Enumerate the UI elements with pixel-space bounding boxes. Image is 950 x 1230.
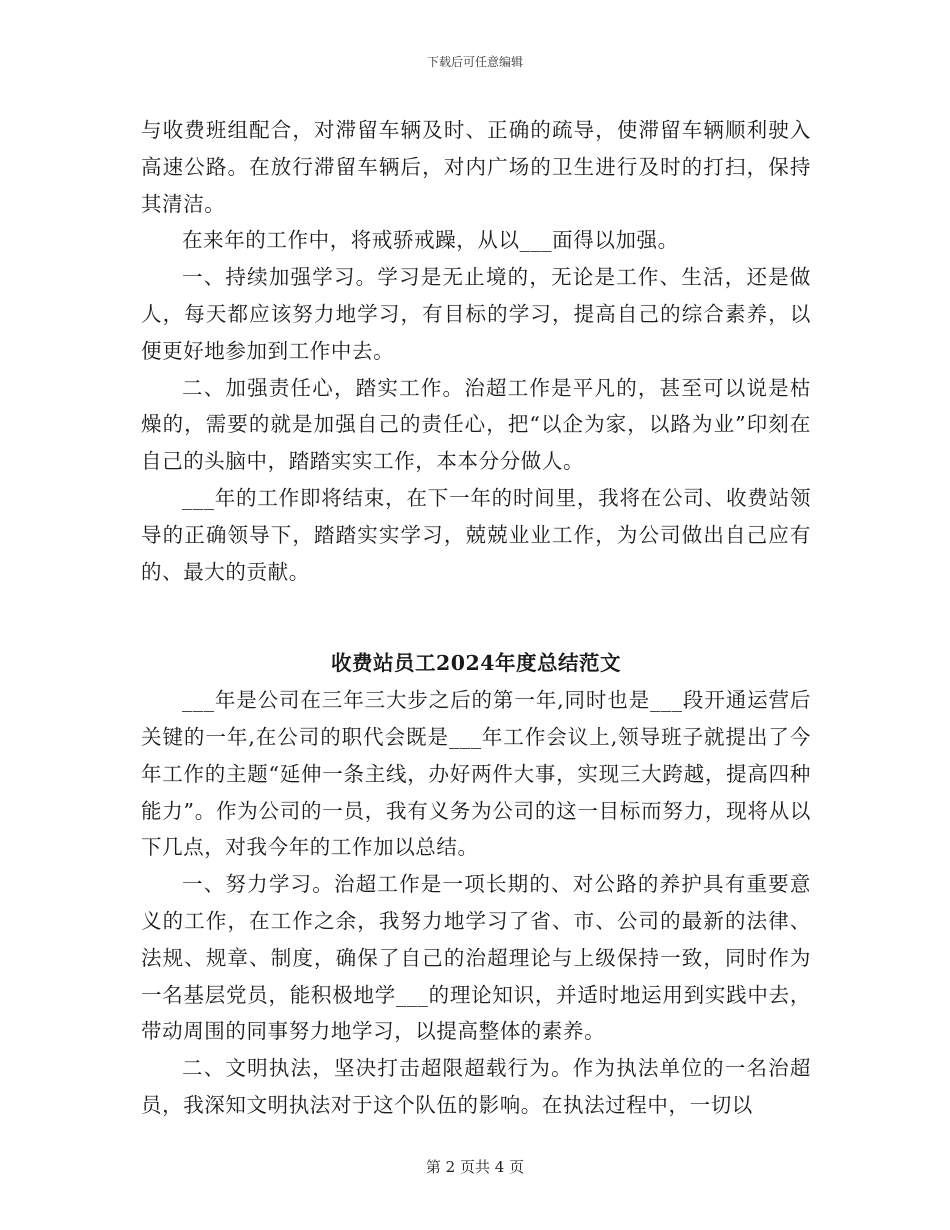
paragraph-closing: ___年的工作即将结束，在下一年的时间里，我将在公司、收费站领导的正确领导下，踏踏实实学习，兢兢业业工作，为公司做出自己应有的、最大的贡献。 <box>141 485 811 584</box>
paragraph-point-study: 一、持续加强学习。学习是无止境的，无论是工作、生活，还是做人，每天都应该努力地学习，有目标的学习，提高自己的综合素养，以便更好地参加到工作中去。 <box>141 265 811 363</box>
paragraph-next-year-plan: 在来年的工作中，将戒骄戒躁，从以___面得以加强。 <box>182 228 679 253</box>
paragraph-intro: ___年是公司在三年三大步之后的第一年,同时也是___段开通运营后关键的一年,在公司的职代会既是___年工作会议上,领导班子就提出了今年工作的主题“延伸一条主线，办好两件大事，实现三大跨越，提高四种能力”。作为公司的一员，我有义务为公司的这一目标而努力，现将从以下几点，对我今年的工作加以总结。 <box>141 688 811 860</box>
paragraph-continuation: 与收费班组配合，对滞留车辆及时、正确的疏导，使滞留车辆顺利驶入高速公路。在放行滞留车辆后，对内广场的卫生进行及时的打扫，保持其清洁。 <box>141 118 811 216</box>
paragraph-point-learning: 一、努力学习。治超工作是一项长期的、对公路的养护具有重要意义的工作，在工作之余，我努力地学习了省、市、公司的最新的法律、法规、规章、制度，确保了自己的治超理论与上级保持一致，同时作为一名基层党员，能积极地学___的理论知识，并适时地运用到实践中去，带动周围的同事努力地学习，以提高整体的素养。 <box>141 872 811 1044</box>
section-title: 收费站员工2024年度总结范文 <box>330 651 622 676</box>
page-header-note: 下载后可任意编辑 <box>426 55 523 69</box>
paragraph-point-responsibility: 二、加强责任心，踏实工作。治超工作是平凡的，甚至可以说是枯燥的，需要的就是加强自己的责任心，把“以企为家，以路为业”印刻在自己的头脑中，踏踏实实工作，本本分分做人。 <box>141 375 811 474</box>
page-number: 第 2 页共 4 页 <box>425 1158 525 1176</box>
paragraph-point-law-enforcement: 二、文明执法，坚决打击超限超载行为。作为执法单位的一名治超员，我深知文明执法对于这个队伍的影响。在执法过程中，一切以 <box>141 1056 811 1117</box>
document-body <box>141 112 811 1124</box>
